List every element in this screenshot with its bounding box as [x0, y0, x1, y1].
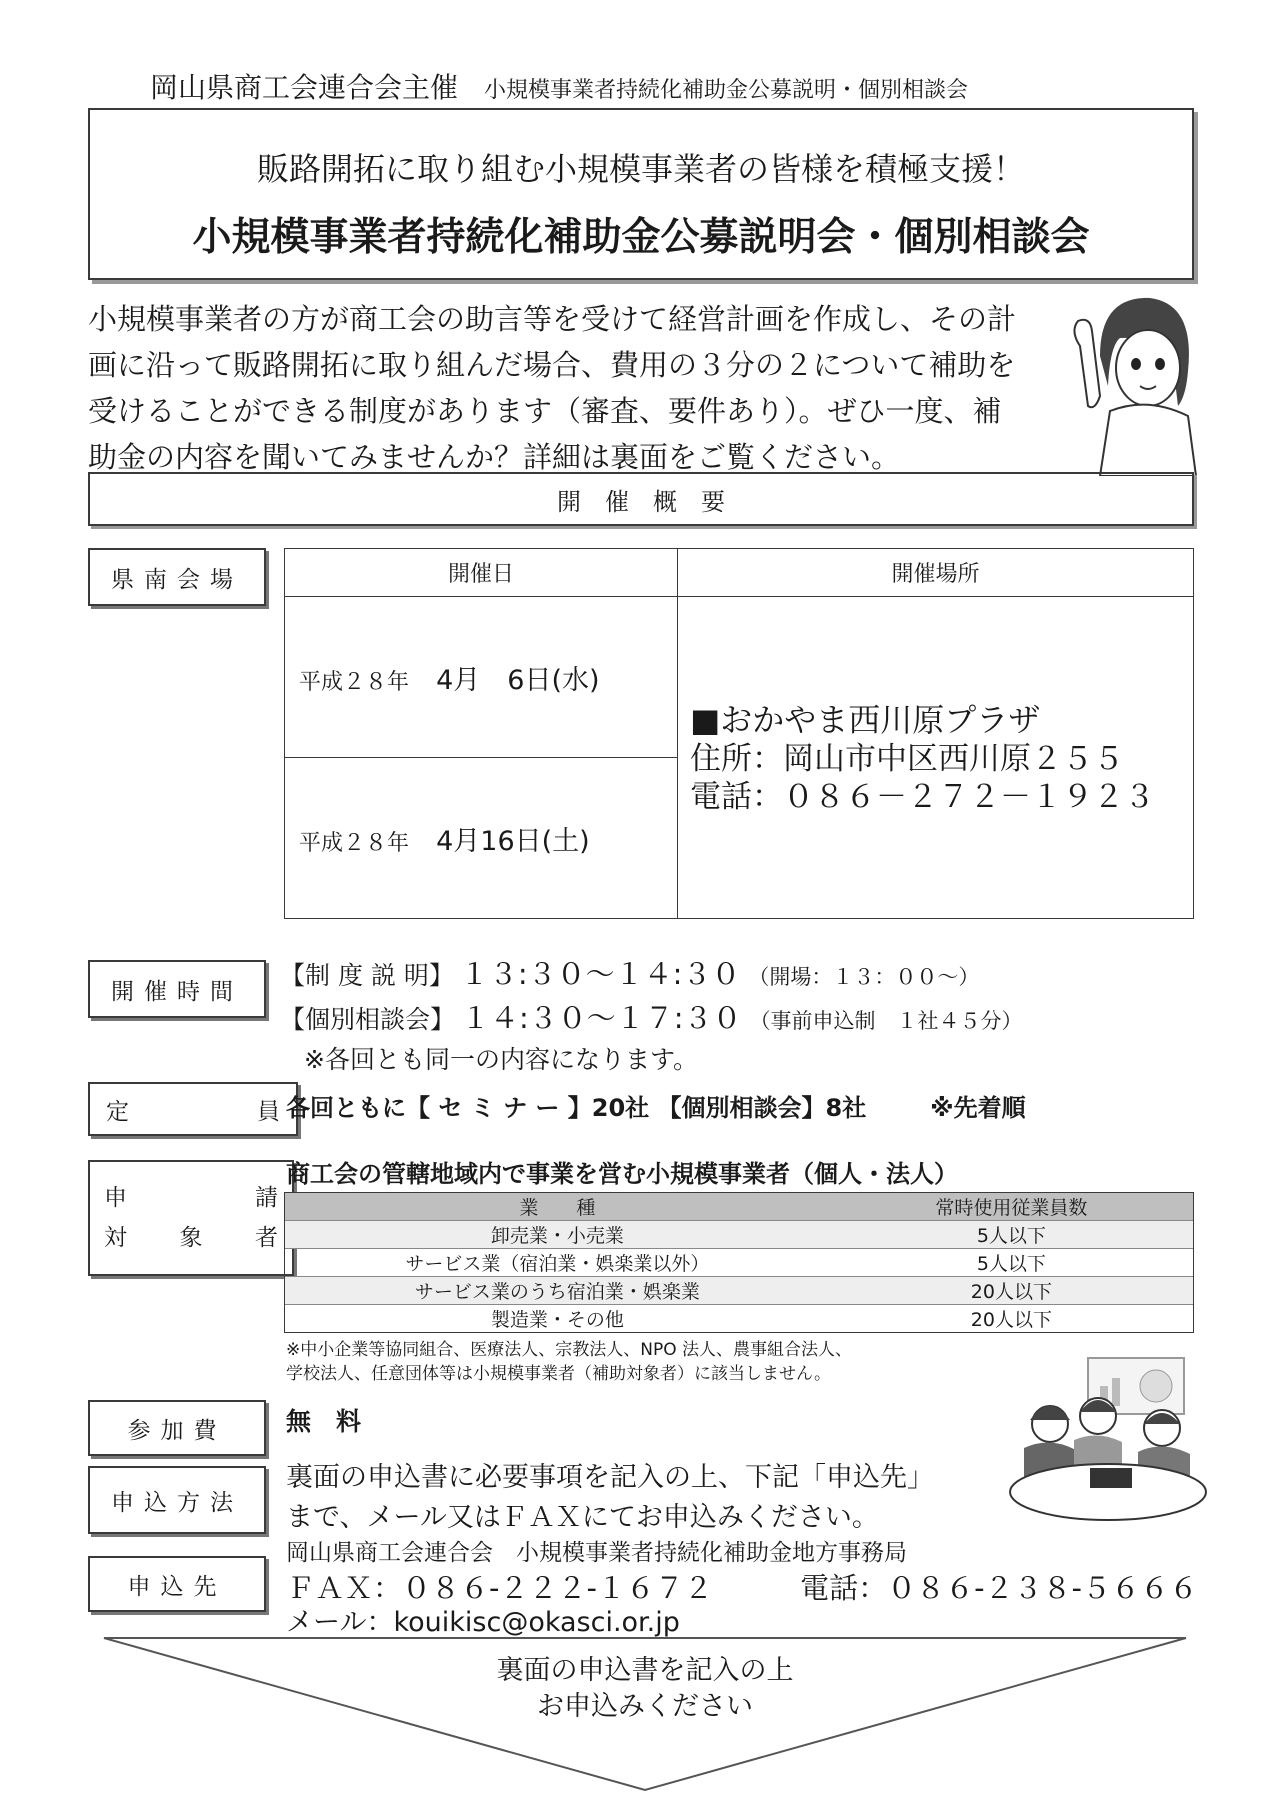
contact-fax: ＦＡＸ：０８６-２２２-１６７２ — [286, 1571, 713, 1605]
place-cell — [678, 597, 1194, 919]
table-row: サービス業のうち宿泊業・娯楽業 20人以下 — [285, 1277, 1193, 1305]
venue-label: 県南会場 — [88, 548, 266, 606]
contact-mail: メール：kouikisc@okasci.or.jp — [286, 1607, 680, 1638]
time-tag: 【個別相談会】 — [280, 1005, 456, 1034]
fee-value: 無 料 — [286, 1407, 362, 1436]
intro-line: 画に沿って販路開拓に取り組んだ場合、費用の３分の２について補助を — [88, 348, 1016, 382]
footer-text-1: 裏面の申込書を記入の上 — [496, 1655, 794, 1686]
time-range: １４:３０～１７:３０ — [461, 1001, 742, 1035]
business-table-wrap — [284, 1192, 1194, 1333]
title-box — [88, 108, 1194, 280]
intro-paragraph — [88, 296, 1048, 480]
target-label: 申 請 対 象 者 — [88, 1160, 294, 1276]
time-row — [280, 952, 1200, 996]
date-day: 4月 6日(水) — [436, 664, 600, 696]
date-year: 平成２８年 — [299, 830, 410, 856]
method-text: 裏面の申込書に必要事項を記入の上、下記「申込先」 まで、メール又はＦＡＸにてお申込みください。 — [286, 1462, 934, 1533]
organizer-name: 岡山県商工会連合会主催 — [150, 71, 459, 104]
contact-block — [286, 1536, 1198, 1640]
contact-label: 申込先 — [88, 1556, 266, 1612]
target-notes: ※中小企業等協同組合、医療法人、宗教法人、NPO 法人、農事組合法人、 学校法人、任意団体等は小規模事業者（補助対象者）に該当しません。 — [286, 1340, 852, 1384]
time-range: １３:３０～１４:３０ — [459, 957, 741, 991]
date-cell — [285, 758, 678, 919]
table-row: サービス業（宿泊業・娯楽業以外） 5人以下 — [285, 1249, 1193, 1277]
intro-line: 小規模事業者の方が商工会の助言等を受けて経営計画を作成し、その計 — [88, 302, 1017, 336]
contact-org: 岡山県商工会連合会 小規模事業者持続化補助金地方事務局 — [286, 1540, 907, 1566]
overview-heading-text: 開 催 概 要 — [557, 487, 725, 516]
time-row — [280, 996, 1200, 1040]
time-note: （開場：１３：００～） — [748, 965, 980, 989]
time-rows — [280, 952, 1200, 1080]
fee-label: 参加費 — [88, 1400, 266, 1456]
header-employees: 常時使用従業員数 — [830, 1193, 1193, 1221]
place-address: 住所：岡山市中区西川原２５５ — [690, 740, 1124, 777]
place-phone: 電話：０８６－２７２－１９２３ — [690, 778, 1155, 815]
header-industry: 業 種 — [285, 1193, 830, 1221]
date-day: 4月16日(土) — [436, 825, 590, 857]
place-name: ■おかやま西川原プラザ — [690, 700, 1041, 739]
contact-phones — [286, 1570, 1198, 1606]
time-note: （事前申込制 １社４５分） — [749, 1009, 1023, 1033]
catch-copy: 販路開拓に取り組む小規模事業者の皆様を積極支援！ — [256, 150, 1025, 188]
intro-line: 助金の内容を聞いてみませんか？詳細は裏面をご覧ください。 — [88, 440, 901, 474]
main-title: 小規模事業者持続化補助金公募説明会・個別相談会 — [192, 215, 1090, 260]
intro-line: 受けることができる制度があります（審査、要件あり）。ぜひ一度、補 — [88, 394, 1002, 428]
woman-illustration — [1060, 286, 1200, 476]
date-year: 平成２８年 — [299, 669, 410, 695]
col-place-header: 開催場所 — [678, 549, 1194, 597]
time-label: 開催時間 — [88, 960, 266, 1018]
capacity-label: 定 員 — [88, 1082, 298, 1136]
capacity-note: ※先着順 — [930, 1094, 1026, 1122]
target-headline: 商工会の管轄地域内で事業を営む小規模事業者（個人・法人） — [286, 1160, 958, 1188]
business-table — [285, 1193, 1193, 1332]
footer-text-2: お申込みください — [537, 1691, 753, 1722]
overview-heading — [88, 472, 1194, 526]
method-label: 申込方法 — [88, 1466, 266, 1534]
table-header-row — [285, 1193, 1193, 1221]
time-tag: 【制 度 説 明】 — [280, 961, 454, 990]
organizer-header — [150, 66, 1170, 106]
col-date-header: 開催日 — [285, 549, 678, 597]
date-cell — [285, 597, 678, 758]
time-remark: ※各回とも同一の内容になります。 — [304, 1045, 698, 1074]
footer-arrow — [100, 1634, 1190, 1794]
contact-tel: 電話：０８６-２３８-５６６６ — [800, 1571, 1198, 1605]
schedule-table — [284, 548, 1194, 919]
meeting-illustration — [990, 1352, 1210, 1530]
capacity-text: 各回ともに【 セ ミ ナ ー 】20社 【個別相談会】8社 ※先着順 — [286, 1088, 1196, 1123]
table-row: 製造業・その他 20人以下 — [285, 1305, 1193, 1333]
table-row: 卸売業・小売業 5人以下 — [285, 1221, 1193, 1249]
header-subtitle: 小規模事業者持続化補助金公募説明・個別相談会 — [484, 78, 969, 103]
